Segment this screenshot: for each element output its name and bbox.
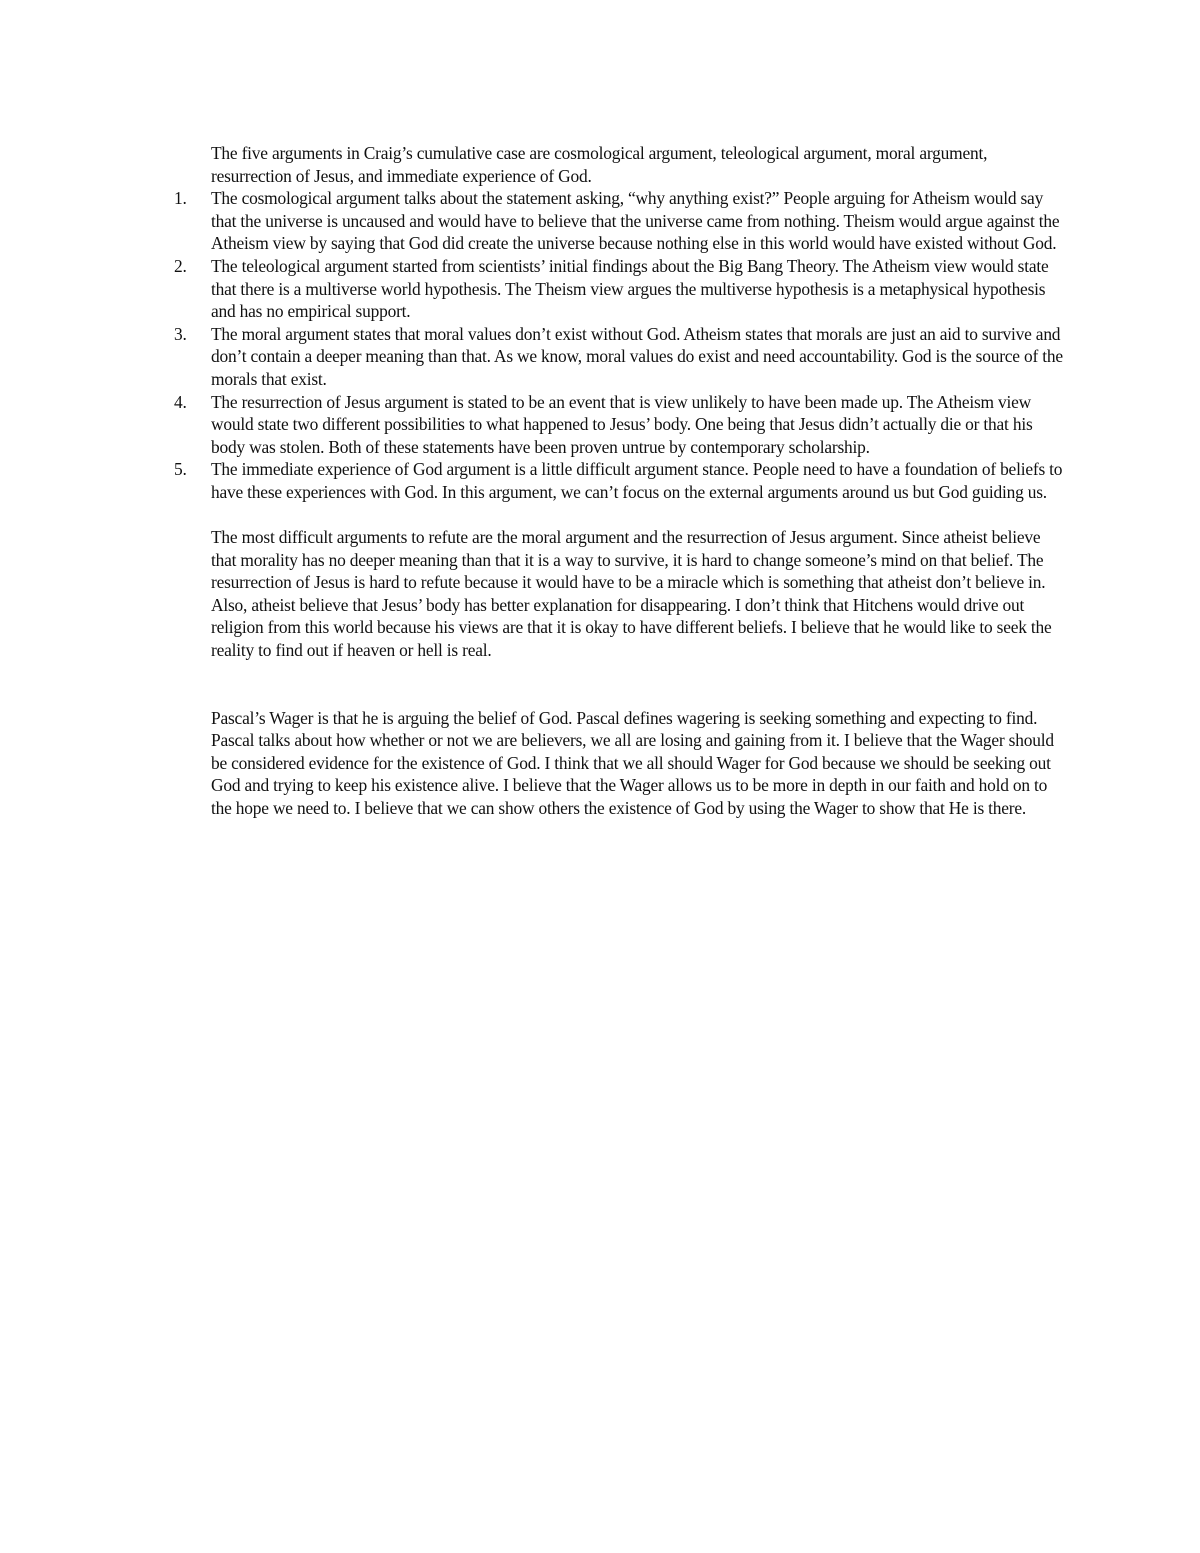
- list-item: [174, 391, 1063, 459]
- list-item: [174, 187, 1063, 255]
- paragraph-spacer: [211, 504, 1063, 527]
- list-item-text: The moral argument states that moral values don’t exist without God. Atheism states that morals are just an aid to survive and don’t contain a deeper meaning than that. As we know, moral values do exist and need accountability. God is the source of the morals that exist.: [211, 323, 1063, 389]
- list-item: [174, 255, 1063, 323]
- refute-paragraph: The most difficult arguments to refute are the moral argument and the resurrection of Jesus argument. Since atheist believe that morality has no deeper meaning than that it is a way to survive, it is hard to change someone’s mind on that belief. The resurrection of Jesus is hard to refute because it would have to be a miracle which is something that atheist don’t believe in. Also, atheist believe that Jesus’ body has better explanation for disappearing. I don’t think that Hitchens would drive out religion from this world because his views are that it is okay to have different beliefs. I believe that he would like to seek the reality to find out if heaven or hell is real.: [211, 527, 1052, 661]
- document-body: [174, 142, 1063, 820]
- list-item-text: The resurrection of Jesus argument is stated to be an event that is view unlikely to have been made up. The Atheism view would state two different possibilities to what happened to Jesus’ body. One being that Jesus didn’t actually die or that his body was stolen. Both of these statements have been proven untrue by contemporary scholarship.: [211, 391, 1033, 457]
- list-item: [174, 458, 1063, 503]
- list-item-text: The cosmological argument talks about the statement asking, “why anything exist?” People arguing for Atheism would say that the universe is uncaused and would have to believe that the universe came from nothing. Theism would argue against the Atheism view by saying that God did create the universe because nothing else in this world would have existed without God.: [211, 188, 1060, 254]
- list-number: 2.: [174, 255, 187, 276]
- wager-paragraph: Pascal’s Wager is that he is arguing the belief of God. Pascal defines wagering is seeking something and expecting to find. Pascal talks about how whether or not we are believers, we all are losing and gaining from it. I believe that the Wager should be considered evidence for the existence of God. I think that we all should Wager for God because we should be seeking out God and trying to keep his existence alive. I believe that the Wager allows us to be more in depth in our faith and hold on to the hope we need to. I believe that we can show others the existence of God by using the Wager to show that He is there.: [211, 707, 1054, 819]
- list-number: 5.: [174, 459, 187, 480]
- list-number: 3.: [174, 323, 187, 344]
- paragraph-spacer: [211, 662, 1063, 707]
- list-number: 4.: [174, 391, 187, 412]
- list-item-text: The teleological argument started from scientists’ initial findings about the Big Bang Theory. The Atheism view would state that there is a multiverse world hypothesis. The Theism view argues the multiverse hypothesis is a metaphysical hypothesis and has no empirical support.: [211, 255, 1049, 322]
- intro-paragraph: The five arguments in Craig’s cumulative case are cosmological argument, teleological argument, moral argument, resurrection of Jesus, and immediate experience of God.: [211, 143, 988, 186]
- list-item: [174, 323, 1063, 391]
- arguments-list: [174, 187, 1063, 503]
- list-number: 1.: [174, 188, 187, 209]
- list-item-text: The immediate experience of God argument is a little difficult argument stance. People need to have a foundation of beliefs to have these experiences with God. In this argument, we can’t focus on the external arguments around us but God guiding us.: [211, 459, 1063, 502]
